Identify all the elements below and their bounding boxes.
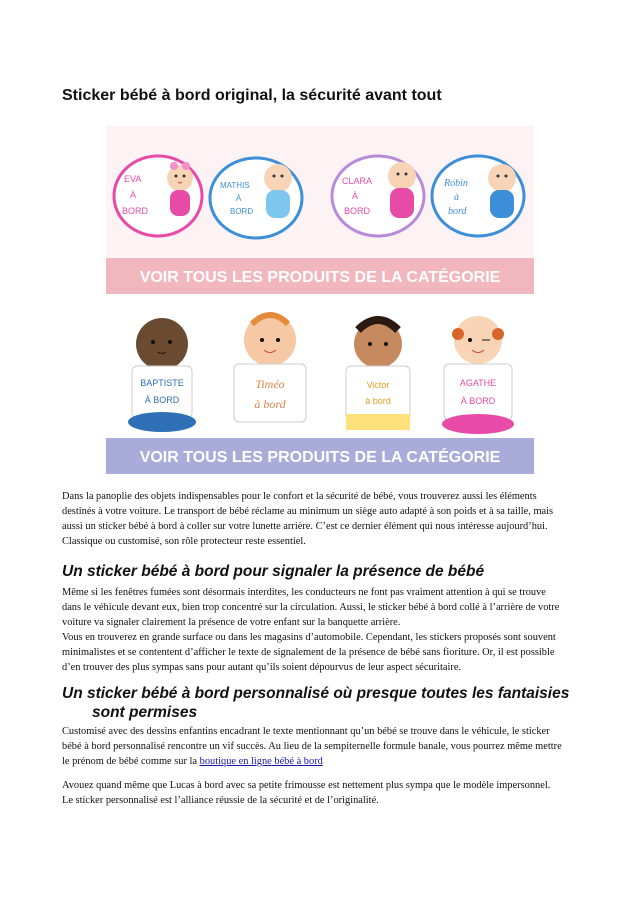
sticker-robin: [432, 156, 524, 236]
sticker-eva-line2: À: [130, 190, 137, 200]
section1-line: dans le véhicule devant eux, bien trop concentré sur la circulation. Aussi, le sticker bébé à bord collé à l’arrière de votre: [62, 602, 560, 613]
baby-victor-line2: à bord: [365, 396, 391, 406]
sticker-mathis-line3: BORD: [230, 207, 254, 216]
section2-line: Avouez quand même que Lucas à bord avec sa petite frimousse est nettement plus sympa que le modèle impersonnel.: [62, 780, 551, 791]
intro-line: destinés à votre voiture. Le transport de bébé réclame au minimum un siège auto adapté à son poids et à sa taille, mais: [62, 506, 554, 517]
sticker-eva-line1: EVA: [124, 174, 142, 184]
intro-line: Dans la panoplie des objets indispensables pour le confort et la sécurité de bébé, vous trouverez aussi les éléments: [62, 491, 537, 502]
sticker-eva-line3: BORD: [122, 206, 149, 216]
section1-line: voiture va signaler clairement la présence de votre enfant sur la banquette arrière.: [62, 617, 401, 628]
sticker-robin-line3: bord: [448, 206, 467, 217]
section2-line-with-link: [62, 754, 582, 769]
baby-baptiste-line1: BAPTISTE: [140, 378, 184, 388]
sticker-clara-line1: CLARA: [342, 176, 373, 186]
section2-line: Le sticker personnalisé est l’alliance réussie de la sécurité et de l’originalité.: [62, 795, 379, 806]
sticker-clara-line3: BORD: [344, 206, 371, 216]
sticker-clara-line2: À: [352, 191, 359, 201]
baby-baptiste: [128, 318, 196, 432]
section1-line: Vous en trouverez en grande surface ou dans les magasins d’automobile. Cependant, les stickers proposés sont souvent: [62, 632, 556, 643]
section2-line: bébé à bord personnalisé rencontre un vif succès. Au lieu de la sempiternelle formule banale, vous pourrez même mettre: [62, 741, 562, 752]
sticker-robin-line2: à: [454, 192, 459, 203]
section2-heading-line1: Un sticker bébé à bord personnalisé où presque toutes les fantaisies: [62, 685, 570, 702]
section1-heading: Un sticker bébé à bord pour signaler la présence de bébé: [62, 563, 485, 580]
baby-victor-line1: Victor: [366, 380, 390, 390]
sticker-clara: [332, 156, 424, 236]
baby-agathe: [442, 316, 514, 434]
baby-agathe-line1: AGATHE: [459, 378, 497, 388]
product-banner-babies[interactable]: [106, 310, 534, 474]
section1-line: minimalistes et se contentent d’afficher le texte de signalement de la présence de bébé sans fioriture. Or, il est possible: [62, 647, 555, 658]
page-title: Sticker bébé à bord original, la sécurité avant tout: [62, 87, 442, 104]
section2-line-prefix: le prénom de bébé comme sur la: [62, 756, 200, 767]
section2-line: Customisé avec des dessins enfantins encadrant le texte mentionnant qu’un bébé se trouve dans le véhicule, le sticker: [62, 726, 550, 737]
sticker-mathis-line2: À: [236, 194, 242, 203]
boutique-link[interactable]: boutique en ligne bébé à bord: [199, 756, 323, 767]
section2-heading-line2: sont permises: [92, 704, 198, 721]
intro-line: Classique ou customisé, son rôle protecteur reste essentiel.: [62, 536, 306, 547]
section2-paragraph: [62, 724, 582, 769]
banner1-cta-label[interactable]: VOIR TOUS LES PRODUITS DE LA CATÉGORIE: [139, 269, 501, 286]
section1-line: Même si les fenêtres fumées sont désormais interdites, les conducteurs ne font pas vraiment attention à qui se trouve: [62, 587, 546, 598]
baby-victor: [346, 320, 410, 430]
section1-paragraph: [62, 585, 582, 675]
sticker-mathis: [210, 158, 302, 238]
section1-line: d’en trouver des plus sympas sans pour autant qu’ils soient dépourvus de leur aspect sécuritaire.: [62, 662, 462, 673]
sticker-robin-line1: Robin: [444, 178, 468, 189]
product-banner-stickers[interactable]: [106, 126, 534, 294]
baby-baptiste-line2: À BORD: [144, 395, 180, 405]
banner2-cta-label[interactable]: VOIR TOUS LES PRODUITS DE LA CATÉGORIE: [139, 449, 501, 466]
sticker-eva: [114, 156, 202, 236]
intro-paragraph: [62, 489, 582, 549]
section2-heading: [62, 684, 582, 722]
baby-timeo-line1: Timéo: [255, 377, 285, 391]
baby-timeo-line2: à bord: [254, 397, 286, 411]
intro-line: aussi un sticker bébé à bord à coller sur votre lunette arrière. C’est ce dernier élément qui nous intéresse aujourd’hui.: [62, 521, 548, 532]
baby-agathe-line2: À BORD: [460, 396, 496, 406]
sticker-mathis-line1: MATHIS: [220, 181, 250, 190]
section2-paragraph-2: [62, 778, 582, 808]
